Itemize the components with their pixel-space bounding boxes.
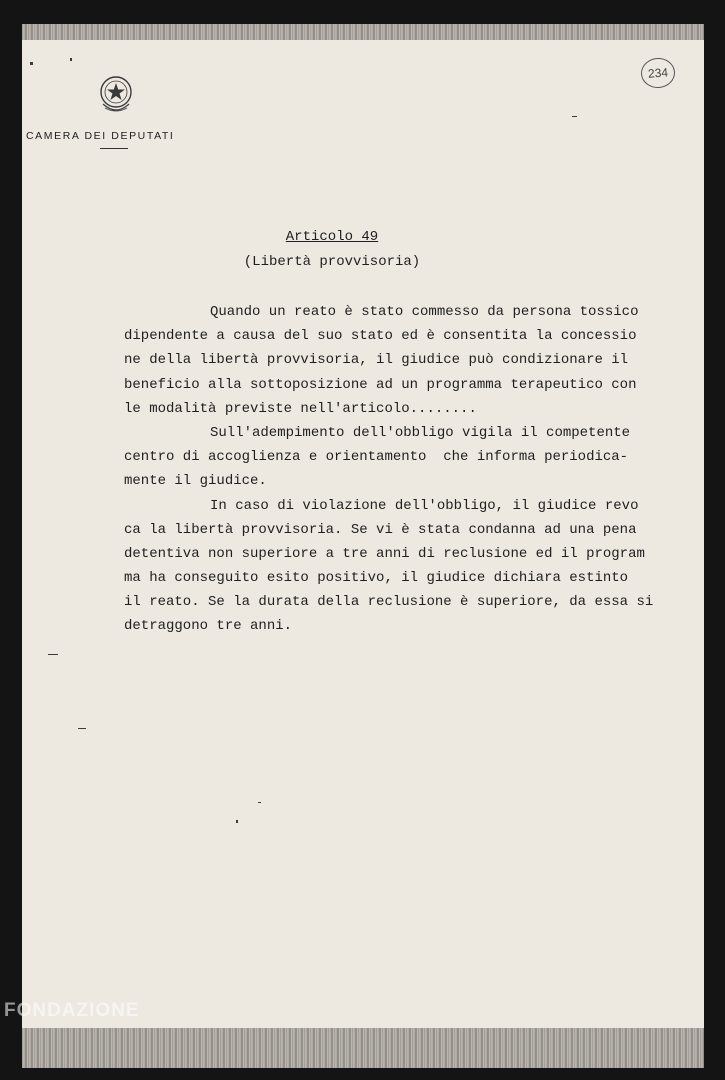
institution-underline (100, 148, 128, 149)
body-line: ne della libertà provvisoria, il giudice può condizionare il (124, 352, 629, 369)
body-line: ca la libertà provvisoria. Se vi è stata condanna ad una pena (124, 521, 637, 538)
body-line: dipendente a causa del suo stato ed è consentita la concessio (124, 328, 637, 345)
body-line: detentiva non superiore a tre anni di reclusione ed il program (124, 545, 645, 562)
body-line: beneficio alla sottoposizione ad un programma terapeutico con (124, 376, 637, 393)
scan-speck (30, 62, 33, 65)
scan-speck (572, 116, 577, 117)
article-heading: Articolo 49 (285, 229, 379, 245)
watermark: FONDAZIONE (4, 1000, 140, 1021)
scan-speck (236, 820, 238, 823)
body-line: le modalità previste nell'articolo........ (124, 400, 477, 417)
article-body (124, 300, 684, 639)
body-line: detraggono tre anni. (124, 618, 293, 635)
article-subheading: (Libertà provvisoria) (243, 254, 421, 270)
body-line: il reato. Se la durata della reclusione è superiore, da essa si (124, 594, 654, 611)
body-line: Quando un reato è stato commesso da persona tossico (210, 304, 639, 320)
scan-edge-bottom (22, 1028, 704, 1068)
republic-emblem-icon (97, 72, 135, 116)
body-line: mente il giudice. (124, 473, 267, 490)
scan-speck (78, 728, 86, 729)
scan-speck (258, 802, 261, 803)
body-line: Sull'adempimento dell'obbligo vigila il competente (210, 424, 631, 441)
document-page (22, 24, 704, 1068)
scan-speck (70, 58, 72, 61)
body-line: ma ha conseguito esito positivo, il giudice dichiara estinto (124, 570, 629, 587)
body-line: centro di accoglienza e orientamento che informa periodica- (124, 449, 629, 466)
scan-edge-top (22, 24, 704, 40)
institution-name: CAMERA DEI DEPUTATI (26, 130, 175, 142)
body-line: In caso di violazione dell'obbligo, il giudice revo (210, 497, 639, 514)
scan-speck (48, 654, 58, 655)
page-number: 234 (640, 57, 676, 89)
